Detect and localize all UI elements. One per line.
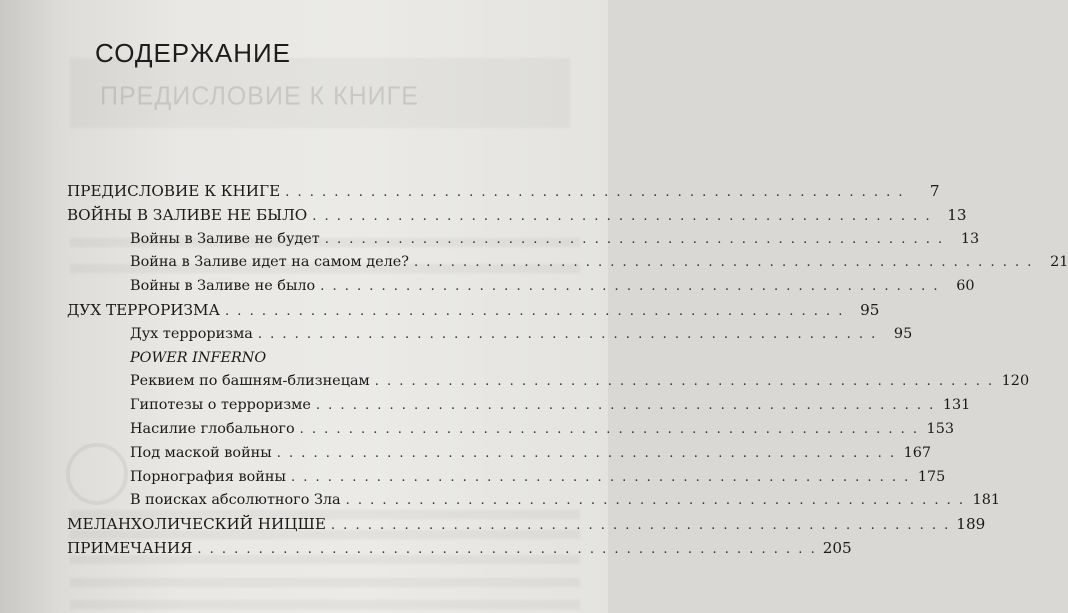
table-of-contents (67, 180, 1068, 561)
toc-entry (67, 513, 986, 537)
dot-leader: . . . . . . . . . . . . . . . . . . . . . . . . . . . . . . . . . . . . . . . . . . . . . . . . . . . (299, 421, 920, 437)
dot-leader: . . . . . . . . . . . . . . . . . . . . . . . . . . . . . . . . . . . . . . . . . . . . . . . . . . . (345, 493, 966, 509)
bleed-through-text: ПРЕДИСЛОВИЕ К КНИГЕ (100, 81, 419, 111)
toc-entry (67, 370, 1030, 394)
toc-entry (67, 442, 932, 466)
dot-leader: . . . . . . . . . . . . . . . . . . . . . . . . . . . . . . . . . . . . . . . . . . . . . . . . . . . (414, 255, 1034, 271)
dot-leader: . . . . . . . . . . . . . . . . . . . . . . . . . . . . . . . . . . . . . . . . . . . . . . . . . . . (276, 445, 897, 461)
dot-leader: . . . . . . . . . . . . . . . . . . . . . . . . . . . . . . . . . . . . . . . . . . . . . . . . . . . (197, 541, 817, 557)
toc-entry-title: МЕЛАНХОЛИЧЕСКИЙ НИЦШЕ (67, 515, 326, 534)
toc-entry-page: 7 (929, 182, 940, 200)
toc-entry-page: 13 (947, 205, 967, 224)
toc-entry-page: 13 (960, 230, 980, 247)
dot-leader: . . . . . . . . . . . . . . . . . . . . . . . . . . . . . . . . . . . . . . . . . . . . . . . . . . . (374, 374, 995, 390)
page-title: СОДЕРЖАНИЕ (95, 38, 292, 68)
toc-entry-page: 175 (917, 468, 946, 485)
toc-entry (67, 466, 946, 490)
toc-entry (67, 251, 1068, 275)
toc-entry-title: Порнография войны (130, 468, 286, 485)
toc-entry (67, 489, 1001, 513)
dot-leader: . . . . . . . . . . . . . . . . . . . . . . . . . . . . . . . . . . . . . . . . . . . . . . . . . . . (312, 208, 932, 224)
toc-entry-title: Гипотезы о терроризме (130, 397, 311, 414)
toc-entry (67, 204, 967, 228)
toc-entry (67, 228, 980, 252)
toc-entry-title: В поисках абсолютного Зла (130, 492, 341, 509)
toc-entry-title: ПРИМЕЧАНИЯ (67, 538, 193, 557)
toc-entry (67, 347, 552, 371)
dot-leader: . . . . . . . . . . . . . . . . . . . . . . . . . . . . . . . . . . . . . . . . . . . . . . . . . . . (315, 398, 936, 414)
toc-entry-page: 120 (1001, 373, 1030, 390)
toc-entry-title: ПРЕДИСЛОВИЕ К КНИГЕ (67, 182, 281, 200)
dot-leader: . . . . . . . . . . . . . . . . . . . . . . . . . . . . . . . . . . . . . . . . . . . . . . . . . . . (225, 303, 845, 319)
toc-entry-page: 131 (942, 397, 971, 414)
toc-entry-page: 205 (822, 538, 852, 557)
toc-entry-page: 21 (1050, 254, 1068, 271)
toc-entry (67, 418, 955, 442)
toc-entry-page: 153 (926, 420, 955, 437)
toc-entry (67, 299, 880, 323)
toc-entry-title: Войны в Заливе не было (130, 278, 316, 295)
dot-leader: . . . . . . . . . . . . . . . . . . . . . . . . . . . . . . . . . . . . . . . . . . . . . . . . . . . (285, 185, 905, 200)
toc-entry-page: 181 (972, 492, 1001, 509)
toc-entry-title: Дух терроризма (130, 325, 253, 342)
toc-entry-page: 167 (903, 444, 932, 461)
toc-entry-page: 189 (956, 515, 986, 534)
toc-entry (67, 394, 971, 418)
toc-entry-title: ДУХ ТЕРРОРИЗМА (67, 300, 221, 319)
dot-leader: . . . . . . . . . . . . . . . . . . . . . . . . . . . . . . . . . . . . . . . . . . . . . . . . . . . (330, 518, 951, 534)
toc-entry (67, 275, 975, 299)
toc-entry-title: Под маской войны (130, 444, 272, 461)
toc-entry-title: Война в Заливе идет на самом деле? (130, 254, 409, 271)
dot-leader: . . . . . . . . . . . . . . . . . . . . . . . . . . . . . . . . . . . . . . . . . . . . . . . . . . . (290, 469, 911, 485)
toc-entry (67, 323, 913, 347)
toc-entry-title: ВОЙНЫ В ЗАЛИВЕ НЕ БЫЛО (67, 205, 308, 224)
toc-entry (67, 180, 940, 204)
toc-entry (67, 537, 852, 561)
toc-entry-title: POWER INFERNO (130, 349, 267, 366)
toc-entry-page: 95 (860, 300, 880, 319)
toc-entry-page: 95 (893, 325, 913, 342)
dot-leader: . . . . . . . . . . . . . . . . . . . . . . . . . . . . . . . . . . . . . . . . . . . . . . . . . . . (324, 231, 945, 247)
toc-entry-title: Насилие глобального (130, 420, 295, 437)
toc-entry-title: Реквием по башням-близнецам (130, 373, 370, 390)
bleed-through-line (70, 600, 580, 609)
toc-entry-title: Войны в Заливе не будет (130, 230, 320, 247)
bleed-through-line (70, 578, 580, 587)
toc-entry-page: 60 (956, 278, 975, 295)
dot-leader: . . . . . . . . . . . . . . . . . . . . . . . . . . . . . . . . . . . . . . . . . . . . . . . . . . . (320, 279, 940, 295)
dot-leader: . . . . . . . . . . . . . . . . . . . . . . . . . . . . . . . . . . . . . . . . . . . . . . . . . . . (257, 326, 878, 342)
